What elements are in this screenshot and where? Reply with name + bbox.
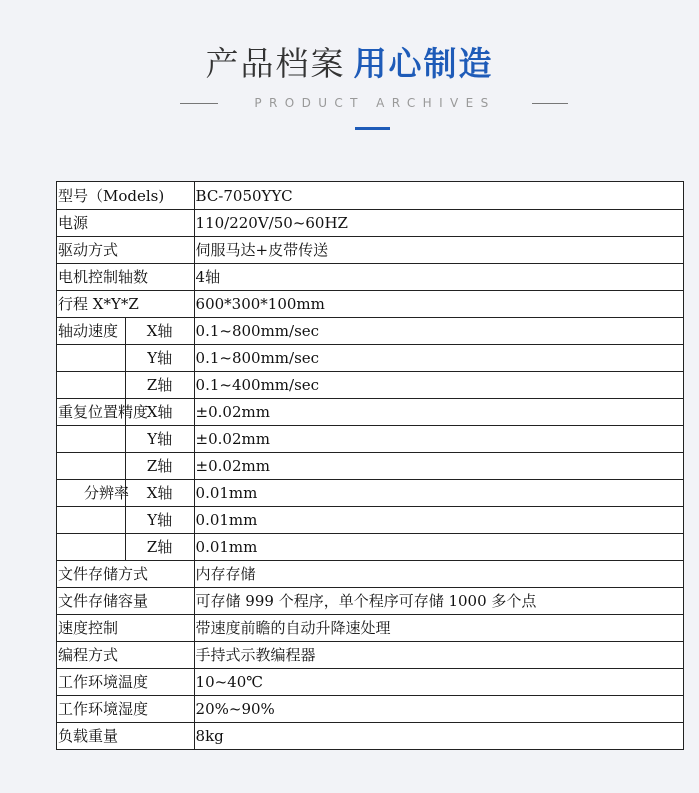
- table-row: [57, 723, 684, 750]
- group-label-empty: [57, 372, 126, 399]
- axis-value: ±0.02mm: [194, 426, 683, 453]
- group-label-empty: [57, 507, 126, 534]
- axis-label: Z轴: [125, 372, 194, 399]
- group-label-empty: [57, 426, 126, 453]
- spec-label: 速度控制: [57, 615, 195, 642]
- axis-label: Y轴: [125, 345, 194, 372]
- spec-label: 电源: [57, 210, 195, 237]
- subtitle-row: [0, 95, 699, 111]
- table-row: [57, 210, 684, 237]
- table-row: [57, 588, 684, 615]
- table-row: [57, 291, 684, 318]
- axis-value: ±0.02mm: [194, 399, 683, 426]
- axis-value: ±0.02mm: [194, 453, 683, 480]
- spec-value: 带速度前瞻的自动升降速处理: [194, 615, 683, 642]
- table-row: [57, 615, 684, 642]
- spec-label: 电机控制轴数: [57, 264, 195, 291]
- axis-label: Y轴: [125, 507, 194, 534]
- title-light: 产品档案: [205, 44, 346, 83]
- spec-label: 型号（Models): [57, 182, 195, 210]
- spec-value: 可存储 999 个程序，单个程序可存储 1000 多个点: [194, 588, 683, 615]
- table-row: [57, 318, 684, 345]
- axis-value: 0.1~800mm/sec: [194, 318, 683, 345]
- axis-label: Z轴: [125, 453, 194, 480]
- group-label: 重复位置精度: [57, 399, 126, 426]
- axis-value: 0.01mm: [194, 480, 683, 507]
- page-subtitle: PRODUCT ARCHIVES: [254, 96, 496, 110]
- title-bold: 用心制造: [353, 44, 494, 83]
- spec-label: 文件存储方式: [57, 561, 195, 588]
- table-row: [57, 561, 684, 588]
- table-row: [57, 669, 684, 696]
- spec-value: 内存存储: [194, 561, 683, 588]
- spec-value: 伺服马达+皮带传送: [194, 237, 683, 264]
- page-header: [0, 0, 699, 170]
- spec-label: 负载重量: [57, 723, 195, 750]
- subtitle-rule-right: [532, 103, 568, 104]
- table-row: [57, 480, 684, 507]
- axis-value: 0.1~400mm/sec: [194, 372, 683, 399]
- table-row: [57, 426, 684, 453]
- spec-label: 编程方式: [57, 642, 195, 669]
- axis-value: 0.01mm: [194, 534, 683, 561]
- table-row: [57, 264, 684, 291]
- spec-label: 工作环境温度: [57, 669, 195, 696]
- spec-value: 8kg: [194, 723, 683, 750]
- group-label-empty: [57, 453, 126, 480]
- spec-value: 10~40℃: [194, 669, 683, 696]
- spec-value: 600*300*100mm: [194, 291, 683, 318]
- spec-value: 4轴: [194, 264, 683, 291]
- table-row: [57, 399, 684, 426]
- axis-value: 0.1~800mm/sec: [194, 345, 683, 372]
- axis-label: Z轴: [125, 534, 194, 561]
- spec-value: 20%~90%: [194, 696, 683, 723]
- table-row: [57, 182, 684, 210]
- group-label: 轴动速度: [57, 318, 126, 345]
- spec-label: 行程 X*Y*Z: [57, 291, 195, 318]
- spec-table: [56, 181, 684, 750]
- spec-label: 工作环境湿度: [57, 696, 195, 723]
- table-row: [57, 453, 684, 480]
- group-label-cell: [57, 480, 130, 507]
- axis-value: 0.01mm: [194, 507, 683, 534]
- subtitle-rule-left: [180, 103, 218, 104]
- table-row: [57, 372, 684, 399]
- axis-label: X轴: [125, 480, 194, 507]
- title-accent-bar: [355, 127, 390, 130]
- table-row: [57, 642, 684, 669]
- axis-label: X轴: [125, 318, 194, 345]
- table-row: [57, 507, 684, 534]
- spec-label: 文件存储容量: [57, 588, 195, 615]
- table-row: [57, 534, 684, 561]
- spec-value: 110/220V/50~60HZ: [194, 210, 683, 237]
- table-row: [57, 237, 684, 264]
- axis-label: X轴: [125, 399, 194, 426]
- table-row: [57, 696, 684, 723]
- group-label-empty: [57, 345, 126, 372]
- spec-value: BC-7050YYC: [194, 182, 683, 210]
- group-label-empty: [57, 534, 126, 561]
- page-title: [0, 42, 699, 86]
- spec-label: 驱动方式: [57, 237, 195, 264]
- group-label: 分辨率: [84, 484, 130, 502]
- table-row: [57, 345, 684, 372]
- axis-label: Y轴: [125, 426, 194, 453]
- spec-value: 手持式示教编程器: [194, 642, 683, 669]
